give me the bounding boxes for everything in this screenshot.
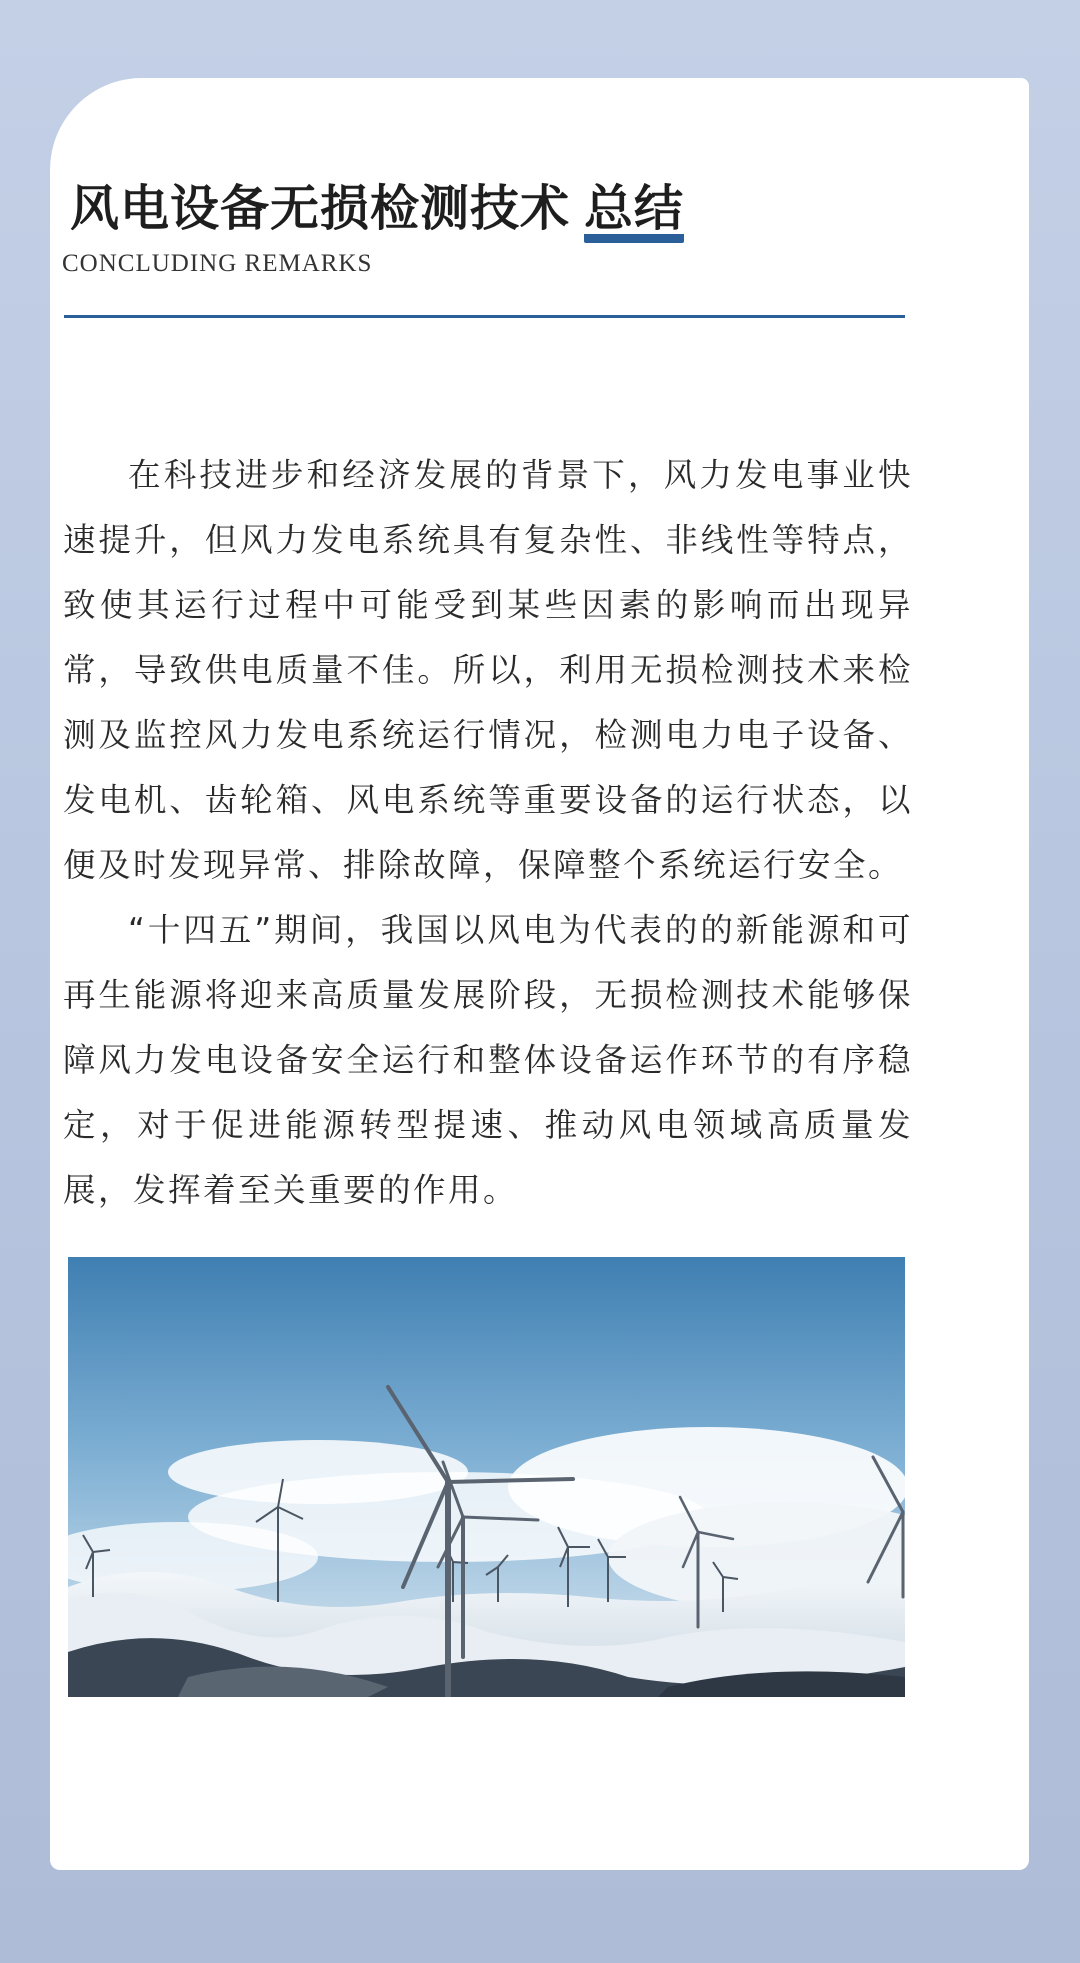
title-main: 风电设备无损检测技术: [70, 179, 571, 237]
title-accent: 总结: [584, 183, 684, 243]
paragraph: “十四五”期间，我国以风电为代表的的新能源和可再生能源将迎来高质量发展阶段，无损检测技术能够保障风力发电设备安全运行和整体设备运作环节的有序稳定，对于促进能源转型提速、推动风电领域高质量发展，发挥着至关重要的作用。: [63, 911, 913, 1209]
article-body: [63, 443, 913, 1223]
header-divider: [64, 315, 905, 318]
wind-turbine-photo: [68, 1257, 905, 1697]
page-subtitle: CONCLUDING REMARKS: [62, 250, 373, 277]
page-title: [70, 170, 684, 243]
paragraph: 在科技进步和经济发展的背景下，风力发电事业快速提升，但风力发电系统具有复杂性、非线性等特点，致使其运行过程中可能受到某些因素的影响而出现异常，导致供电质量不佳。所以，利用无损检测技术来检测及监控风力发电系统运行情况，检测电力电子设备、发电机、齿轮箱、风电系统等重要设备的运行状态，以便及时发现异常、排除故障，保障整个系统运行安全。: [63, 456, 913, 884]
